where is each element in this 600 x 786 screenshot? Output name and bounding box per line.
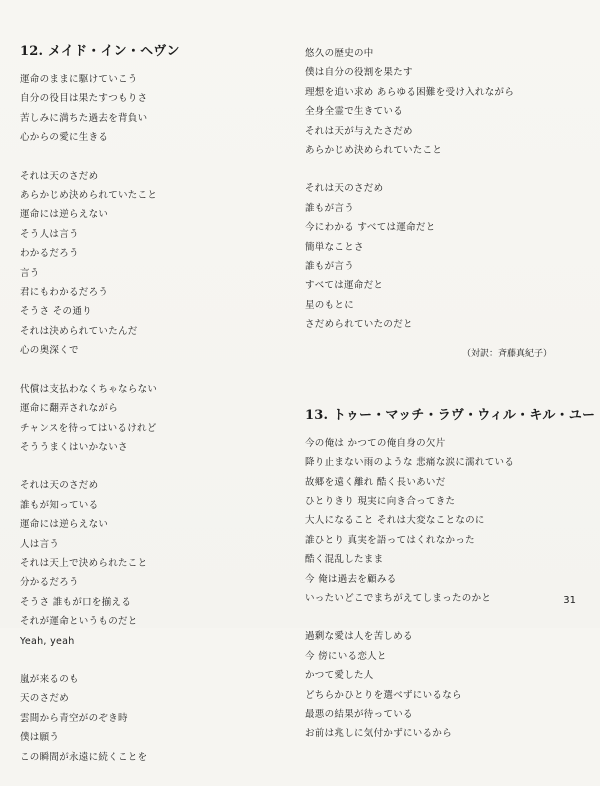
lyric-line: 誰もが知っている	[20, 499, 99, 511]
lyric-line: かつて愛した人	[305, 670, 374, 682]
lyric-line: 今 俺は過去を顧みる	[305, 573, 397, 585]
lyric-line: そうさ 誰もが口を揃える	[20, 596, 132, 608]
lyric-line: 嵐が来るのも	[20, 673, 79, 685]
lyric-line: 君にもわかるだろう	[20, 287, 109, 299]
lyric-line: 分かるだろう	[20, 577, 79, 589]
lyric-line: 言う	[20, 267, 40, 279]
stanza	[305, 44, 560, 160]
lyric-line: そう人は言う	[20, 228, 79, 240]
lyric-line: わかるだろう	[20, 248, 79, 260]
lyric-line: 理想を追い求め あらゆる困難を受け入れながら	[305, 86, 515, 98]
lyric-line: 運命に翻弄されながら	[20, 403, 119, 415]
left-column	[20, 42, 275, 786]
stanza	[305, 434, 560, 609]
lyric-line: 誰ひとり 真実を語ってはくれなかった	[305, 534, 475, 546]
stanza	[20, 380, 275, 458]
lyric-line: 自分の役目は果たすつもりさ	[20, 93, 148, 105]
lyric-line: 誰もが言う	[305, 202, 355, 214]
lyric-line: 運命には逆らえない	[20, 519, 109, 531]
lyric-line: 過剰な愛は人を苦しめる	[305, 631, 413, 643]
lyric-line: どちらかひとりを選べずにいるなら	[305, 689, 462, 701]
page-number: 31	[563, 595, 576, 606]
lyric-line: 心の奥深くで	[20, 345, 79, 357]
song-title-made-in-heaven: 12. メイド・イン・ヘヴン	[20, 44, 180, 59]
lyric-line: 運命のままに駆けていこう	[20, 74, 138, 85]
lyric-line: さだめられていたのだと	[305, 319, 413, 331]
lyric-line: 全身全霊で生きている	[305, 106, 404, 118]
lyric-line: 心からの愛に生きる	[20, 132, 109, 144]
lyric-line: 今 傍にいる恋人と	[305, 650, 387, 662]
lyric-line: そううまくはいかないさ	[20, 441, 128, 453]
lyric-line: 酷く混乱したまま	[305, 554, 384, 566]
translator-credit: （対訳：斉藤真紀子）	[461, 348, 552, 359]
lyric-line: 代償は支払わなくちゃならない	[20, 383, 158, 395]
lyric-line: ひとりきり 現実に向き合ってきた	[305, 495, 456, 507]
lyric-line: それは決められていたんだ	[20, 325, 138, 337]
lyric-line: 大人になること それは大変なことなのに	[305, 515, 485, 527]
lyric-line: そうさ その通り	[20, 306, 92, 318]
stanza	[20, 670, 275, 767]
lyric-line: 今にわかる すべては運命だと	[305, 222, 436, 234]
lyric-line: それは天のさだめ	[305, 183, 384, 195]
lyric-line: この瞬間が永遠に続くことを	[20, 751, 148, 763]
lyric-line: 最悪の結果が待っている	[305, 708, 413, 720]
stanza	[305, 179, 560, 334]
lyric-line: それは天のさだめ	[20, 170, 99, 182]
lyric-line: 天のさだめ	[20, 693, 70, 705]
lyric-line: 降り止まない雨のような 悲痛な涙に濡れている	[305, 457, 515, 469]
song-title-too-much-love-will-kill-you: 13. トゥー・マッチ・ラヴ・ウィル・キル・ユー	[305, 407, 596, 423]
stanza	[20, 70, 275, 148]
lyric-line: それは天上で決められたこと	[20, 557, 148, 569]
stanza	[20, 476, 275, 651]
lyric-line: 雲間から青空がのぞき時	[20, 712, 128, 724]
lyric-line: 悠久の歴史の中	[305, 48, 374, 59]
lyric-line: お前は兆しに気付かずにいるから	[305, 728, 453, 740]
lyric-line: それが運命というものだと	[20, 616, 138, 628]
lyric-line: 星のもとに	[305, 299, 355, 311]
lyric-line: 簡単なことさ	[305, 241, 364, 253]
lyric-line: それは天が与えたさだめ	[305, 125, 413, 137]
lyric-line: 誰もが言う	[305, 261, 355, 273]
lyric-line: あらかじめ決められていたこと	[20, 190, 158, 202]
lyric-line: Yeah, yeah	[20, 635, 75, 647]
lyric-line: あらかじめ決められていたこと	[305, 145, 443, 157]
lyric-line: 故郷を遠く離れ 酷く長いあいだ	[305, 476, 446, 488]
lyric-line: 僕は願う	[20, 732, 60, 744]
lyric-line: 運命には逆らえない	[20, 209, 109, 221]
lyric-line: 今の俺は かつての俺自身の欠片	[305, 437, 446, 449]
lyric-line: いったいどこでまちがえてしまったのかと	[305, 592, 492, 604]
lyric-line: すべては運命だと	[305, 280, 384, 292]
lyric-line: それは天のさだめ	[20, 480, 99, 492]
lyric-line: 人は言う	[20, 538, 60, 550]
stanza	[20, 167, 275, 361]
lyric-line: 苦しみに満ちた過去を背負い	[20, 112, 148, 124]
lyric-line: 僕は自分の役割を果たす	[305, 67, 413, 79]
lyric-line: チャンスを待ってはいるけれど	[20, 422, 157, 434]
stanza	[305, 627, 560, 743]
